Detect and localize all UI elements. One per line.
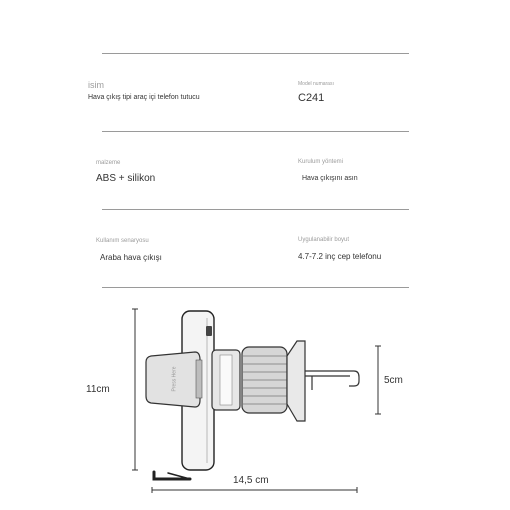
width-dimension-label: 14,5 cm — [233, 475, 269, 486]
spec-value-model: C241 — [298, 92, 325, 104]
height-dimension-label: 11cm — [86, 384, 110, 395]
spec-value-install: Hava çıkışını asın — [302, 175, 358, 182]
spec-value-material: ABS + silikon — [96, 173, 156, 184]
spec-label-name: isim — [88, 80, 104, 90]
vent-clip-base — [287, 341, 305, 421]
spec-value-name: Hava çıkış tipi araç içi telefon tutucu — [88, 94, 200, 101]
height-dimension-line — [132, 309, 138, 470]
spec-label-material: malzeme — [96, 160, 121, 166]
ball-joint — [212, 350, 240, 410]
spec-label-scenario: Kullanım senaryosu — [96, 238, 149, 244]
ribbed-knob — [242, 347, 287, 413]
width-dimension-line — [152, 487, 357, 493]
spec-value-size: 4.7-7.2 inç cep telefonu — [298, 252, 382, 261]
bottom-hook — [154, 472, 190, 479]
vent-hook — [305, 371, 359, 390]
depth-dimension-label: 5cm — [384, 375, 403, 386]
spec-label-model: Model numarası — [298, 81, 334, 87]
press-here-text: Press Here — [171, 366, 178, 392]
spec-value-scenario: Araba hava çıkışı — [100, 253, 162, 262]
depth-dimension-line — [375, 346, 381, 414]
spec-label-size: Uygulanabilir boyut — [298, 237, 350, 243]
spec-label-install: Kurulum yöntemi — [298, 159, 344, 165]
